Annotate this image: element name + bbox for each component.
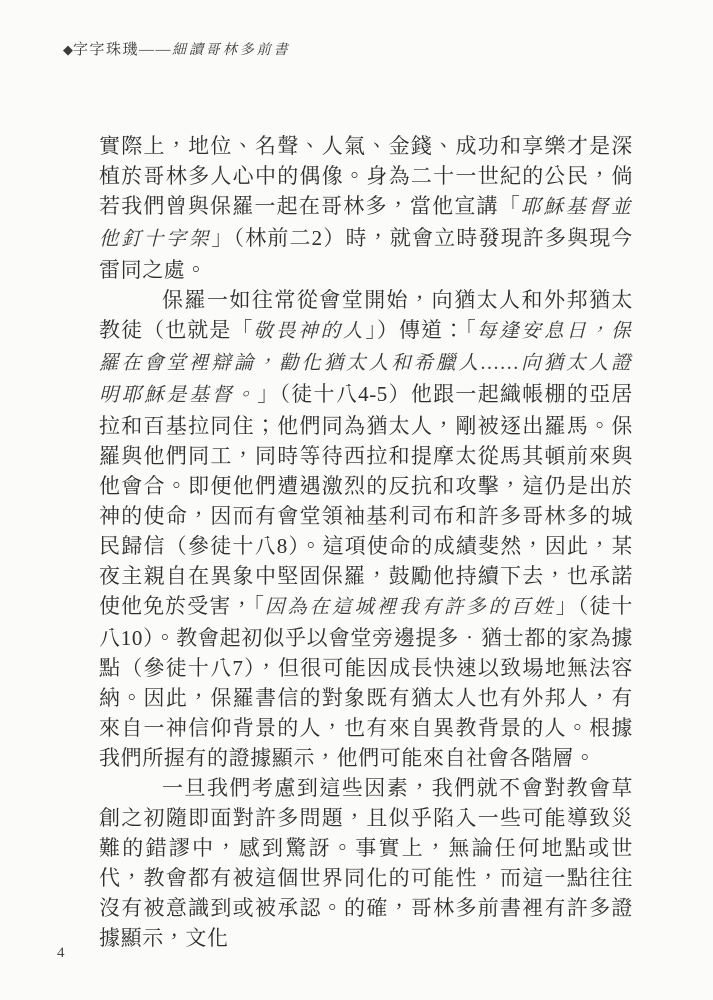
diamond-icon: ◆ [63, 42, 73, 57]
paragraph [99, 773, 633, 953]
book-title: 細讀哥林多前書 [172, 43, 291, 58]
page-body [99, 131, 633, 953]
body-run: 」（徒十八10）。教會起初似乎以會堂旁邊提多．猶士都的家為據點（參徒十八7），但很可能因成長快速以致場地無法容納。因此，保羅書信的對象既有猶太人也有外邦人，有來自一神信仰背景的人，也有來自異教背景的人。根據我們所握有的證據顯示，他們可能來自社會各階層。 [99, 594, 633, 770]
scripture-quote: 因為在這城裡我有許多的百姓 [264, 597, 556, 618]
page-number: 4 [57, 945, 65, 961]
scripture-quote: 敬畏神的人 [253, 321, 366, 342]
header-dash: —— [139, 42, 173, 58]
paragraph [99, 131, 633, 285]
body-run: 一旦我們考慮到這些因素，我們就不會對教會草創之初隨即面對許多問題，且似乎陷入一些可能導致災難的錯謬中，感到驚訝。事實上，無論任何地點或世代，教會都有被這個世界同化的可能性，而這一點往往沒有被意識到或被承認。的確，哥林多前書裡有許多證據顯示，文化 [99, 776, 633, 950]
scripture-quote: 每逢安息日，保羅在會堂裡辯論，勸化猶太人和希臘人……向猶太人證明耶穌是基督。 [99, 321, 634, 406]
running-header [63, 38, 291, 59]
body-run: 」）傳道：「 [365, 318, 477, 342]
body-run: 」（林前二2）時，就會立時發現許多與現今雷同之處。 [99, 226, 633, 282]
body-run: 實際上，地位、名聲、人氣、金錢、成功和享樂才是深植於哥林多人心中的偶像。身為二十一世紀的公民，倘若我們曾與保羅一起在哥林多，當他宣講「 [99, 134, 633, 218]
body-run: 保羅一如往常從會堂開始，向猶太人和外邦猶太教徒（也就是「 [99, 288, 633, 342]
body-run: 」（徒十八4-5）他跟一起織帳棚的亞居拉和百基拉同住；他們同為猶太人，剛被逐出羅馬。保羅與他們同工，同時等待西拉和提摩太從馬其頓前來與他會合。即便他們遭遇激烈的反抗和攻擊，這仍是出於神的使命，因而有會堂領袖基利司布和許多哥林多的城民歸信（參徒十八8）。這項使命的成績斐然，因此，某夜主親自在異象中堅固保羅，鼓勵他持續下去，也承諾使他免於受害，「 [99, 382, 633, 618]
scripture-quote: 耶穌基督並他釘十字架 [99, 197, 633, 250]
series-title: 字字珠璣 [73, 42, 140, 58]
paragraph [99, 285, 633, 773]
